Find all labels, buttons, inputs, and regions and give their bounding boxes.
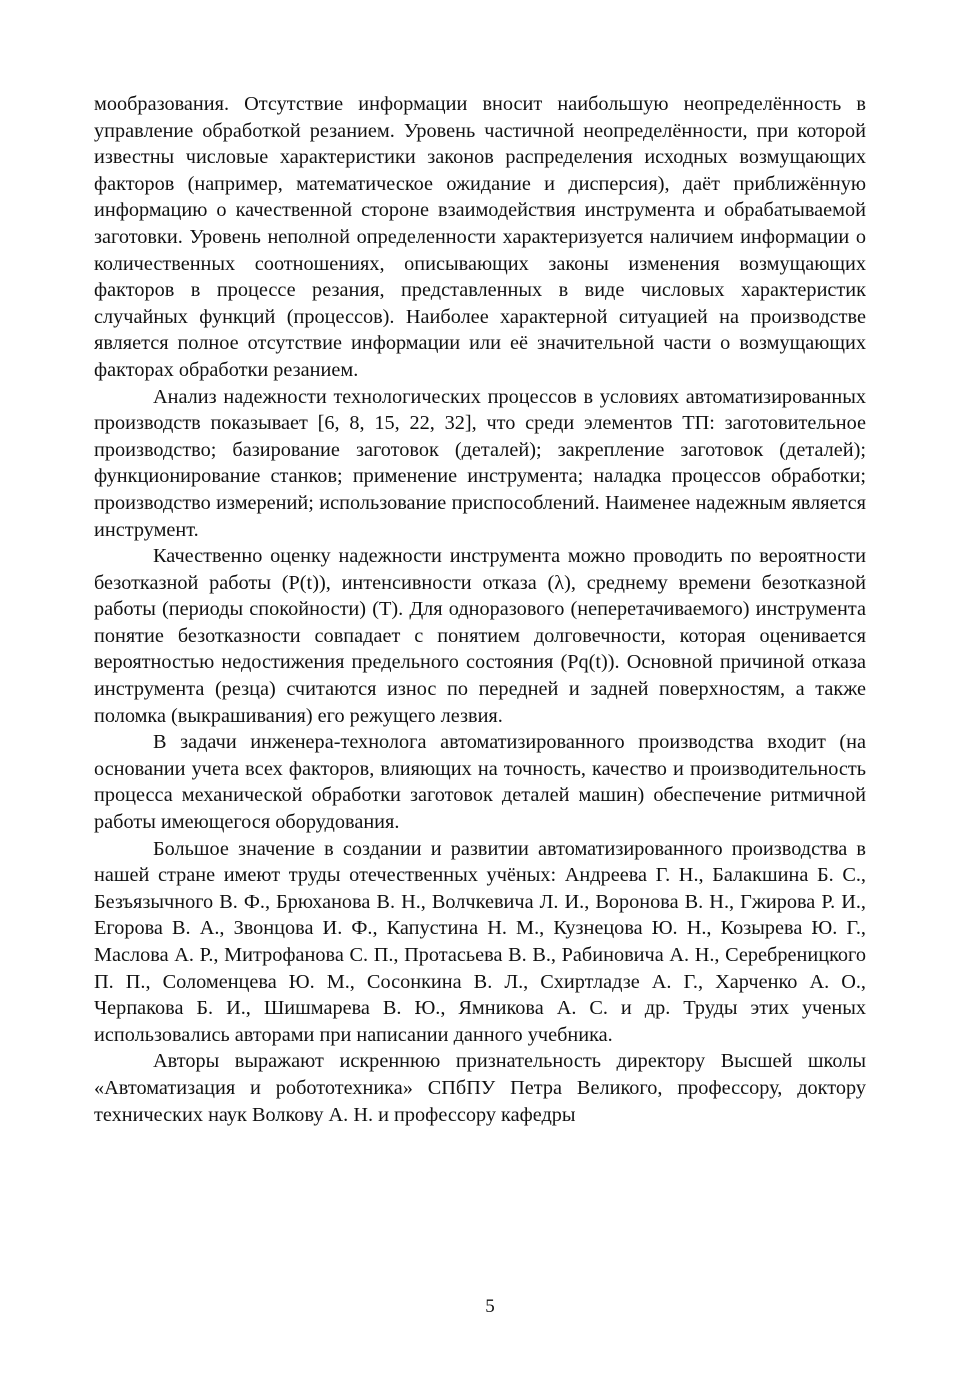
paragraph-acknowledgements: Авторы выражают искреннюю признательность директору Высшей школы «Автоматизация и робототехника» СПбПУ Петра Великого, профессору, доктору технических наук Волкову А. Н. и профессору кафедры <box>94 1050 866 1126</box>
paragraph-engineer-tasks: В задачи инженера-технолога автоматизированного производства входит (на основании учета всех факторов, влияющих на точность, качество и производительность процесса механической обработки заготовок деталей машин) обеспечение ритмичной работы имеющегося оборудования. <box>94 731 866 834</box>
page-number: 5 <box>485 1296 495 1317</box>
paragraph-scientists: Большое значение в создании и развитии автоматизированного производства в нашей стране имеют труды отечественных учёных: Андреева Г. Н., Балакшина Б. С., Безъязычного В. Ф., Брюханова В. Н., Волчкевича Л. И., Воронова В. Н., Гжирова Р. И., Егорова В. А., Звонцова И. Ф., Капустина Н. М., Кузнецова Ю. Н., Козырева Ю. Г., Маслова А. Р., Митрофанова С. П., Протасьева В. В., Рабиновича А. Н., Серебреницкого П. П., Соломенцева Ю. М., Сосонкина В. Л., Схиртладзе А. Г., Харченко А. О., Черпакова Б. И., Шишмарева В. Ю., Ямникова А. С. и др. Труды этих ученых использовались авторами при написании данного учебника. <box>94 837 866 1046</box>
paragraph-uncertainty-levels: мообразования. Отсутствие информации вносит наибольшую неопределённость в управление обработкой резанием. Уровень частичной неопределённости, при которой известны числовые характеристики законов распределения исходных возмущающих факторов (например, математическое ожидание и дисперсия), даёт приближённую информацию о качественной стороне взаимодействия инструмента и обрабатываемой заготовки. Уровень неполной определенности характеризуется наличием информации о количественных соотношениях, описывающих законы изменения возмущающих факторов в процессе резания, представленных в виде числовых характеристик случайных функций (процессов). Наиболее характерной ситуацией на производстве является полное отсутствие информации или её значительной части о возмущающих факторах обработки резанием. <box>94 93 866 381</box>
paragraph-tool-reliability: Качественно оценку надежности инструмента можно проводить по вероятности безотказной работы (P(t)), интенсивности отказа (λ), среднему времени безотказной работы (периоды спокойности) (T). Для одноразового (неперетачиваемого) инструмента понятие безотказности совпадает с понятием долговечности, которая оценивается вероятностью недостижения предельного состояния (Pq(t)). Основной причиной отказа инструмента (резца) считаются износ по передней и задней поверхностям, а также поломка (выкрашивания) его режущего лезвия. <box>94 545 866 727</box>
page-body <box>94 91 866 1128</box>
paragraph-reliability-analysis: Анализ надежности технологических процессов в условиях автоматизированных производств показывает [6, 8, 15, 22, 32], что среди элементов ТП: заготовительное производство; базирование заготовок (деталей); закрепление заготовок (деталей); функционирование станков; применение инструмента; наладка процессов обработки; производство измерений; использование приспособлений. Наименее надежным является инструмент. <box>94 385 866 541</box>
